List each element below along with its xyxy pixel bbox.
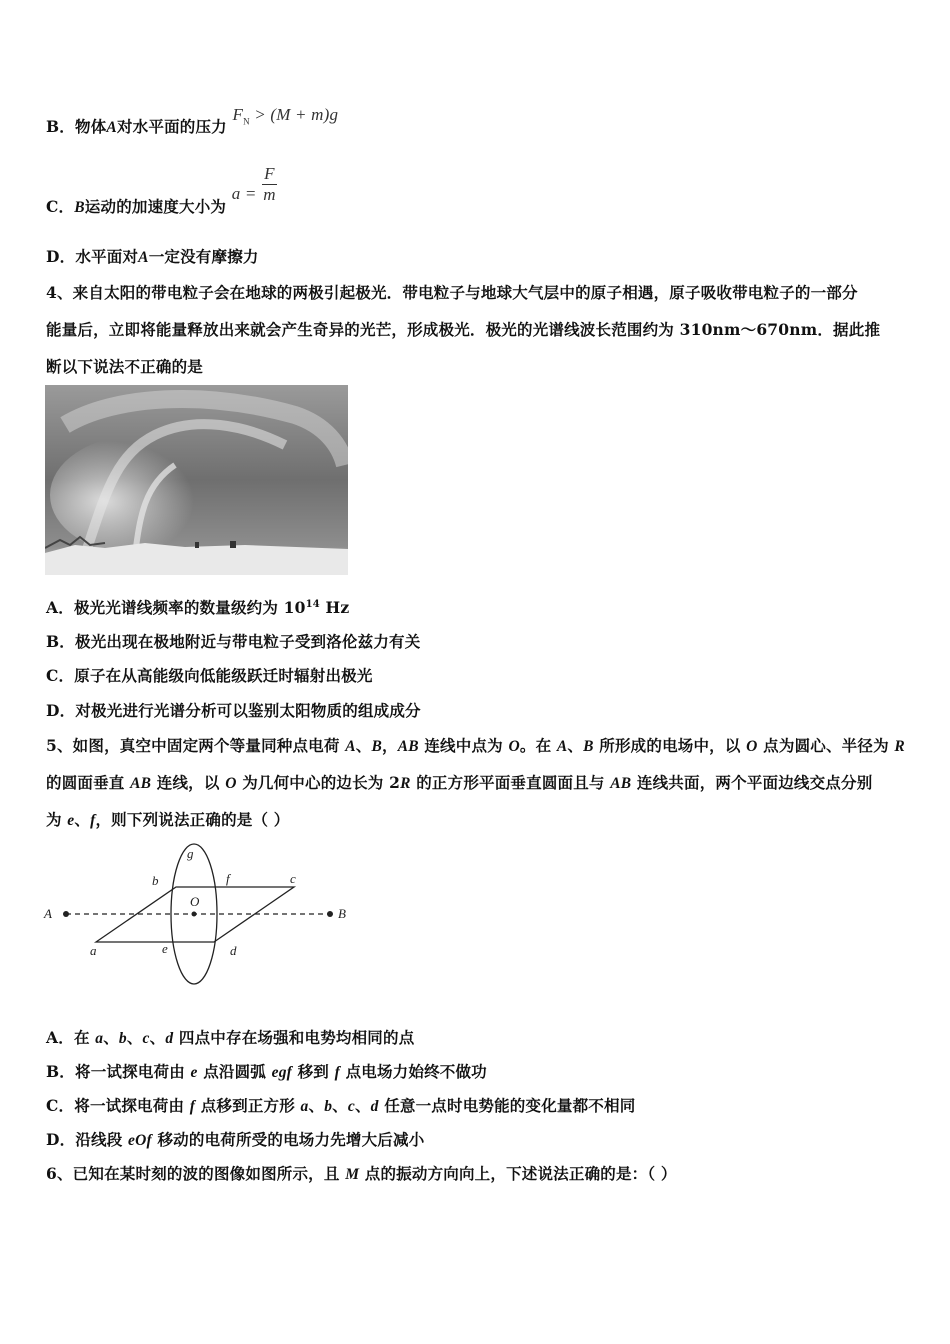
q5-stem-line1: 5、如图，真空中固定两个等量同种点电荷 A、B，AB 连线中点为 O。在 A、B 所形成的电场中，以 O 点为圆心、半径为 R — [46, 736, 905, 755]
charge-b-dot — [327, 911, 333, 917]
q4-stem-line1: 4、来自太阳的带电粒子会在地球的两极引起极光．带电粒子与地球大气层中的原子相遇，原子吸收带电粒子的一部分 — [46, 283, 858, 302]
q5-stem-line3: 为 e、f，则下列说法正确的是（ ） — [46, 810, 290, 829]
q3-option-d: D．水平面对A一定没有摩擦力 — [46, 247, 259, 266]
q4-stem-line3: 断以下说法不正确的是 — [46, 357, 204, 376]
q5-option-b: B．将一试探电荷由 e 点沿圆弧 egf 移到 f 点电场力始终不做功 — [46, 1062, 487, 1081]
label-O: O — [190, 894, 200, 909]
label-A: A — [44, 906, 52, 921]
q3-option-b: B．物体A对水平面的压力 $F_N > (M + m)g$ — [46, 105, 339, 136]
q4-stem-line2: 能量后，立即将能量释放出来就会产生奇异的光芒，形成极光．极光的光谱线波长范围约为 310nm～670nm．据此推 — [46, 320, 881, 339]
label-f: f — [226, 871, 230, 886]
force-formula: $F_N > (M + m)g$ — [232, 105, 339, 127]
acceleration-fraction: $\frac{F}{m}$ — [263, 164, 276, 204]
q5-option-c: C．将一试探电荷由 f 点移到正方形 a、b、c、d 任意一点时电势能的变化量都不相同 — [46, 1096, 636, 1115]
center-o-dot — [192, 912, 197, 917]
q4-option-a: A．极光光谱线频率的数量级约为 $10^{14}$ Hz — [46, 598, 350, 617]
q3-option-c: C．B运动的加速度大小为 a = $\frac{F}{m}$ — [46, 164, 276, 216]
label-b: b — [152, 873, 159, 888]
q5-stem-line2: 的圆面垂直 AB 连线，以 O 为几何中心的边长为 2R 的正方形平面垂直圆面且与 AB 连线共面，两个平面边线交点分别 — [46, 773, 873, 792]
q5-option-d: D．沿线段 eOf 移动的电荷所受的电场力先增大后减小 — [46, 1130, 425, 1149]
q5-option-a: A．在 a、b、c、d 四点中存在场强和电势均相同的点 — [46, 1028, 415, 1047]
charge-a-dot — [63, 911, 69, 917]
q6-stem: 6、已知在某时刻的波的图像如图所示，且 M 点的振动方向向上，下述说法正确的是：（ ） — [46, 1164, 677, 1183]
label-a: a — [90, 943, 97, 958]
q4-option-d: D．对极光进行光谱分析可以鉴别太阳物质的组成成分 — [46, 701, 421, 720]
aurora-photo — [45, 385, 348, 575]
label-c: c — [290, 871, 296, 886]
charge-field-diagram — [40, 840, 360, 995]
label-g: g — [187, 846, 194, 861]
q4-option-b: B．极光出现在极地附近与带电粒子受到洛伦兹力有关 — [46, 632, 421, 651]
label-e: e — [162, 941, 168, 956]
label-d: d — [230, 943, 237, 958]
q4-option-c: C．原子在从高能级向低能级跃迁时辐射出极光 — [46, 666, 373, 685]
label-B: B — [338, 906, 346, 921]
